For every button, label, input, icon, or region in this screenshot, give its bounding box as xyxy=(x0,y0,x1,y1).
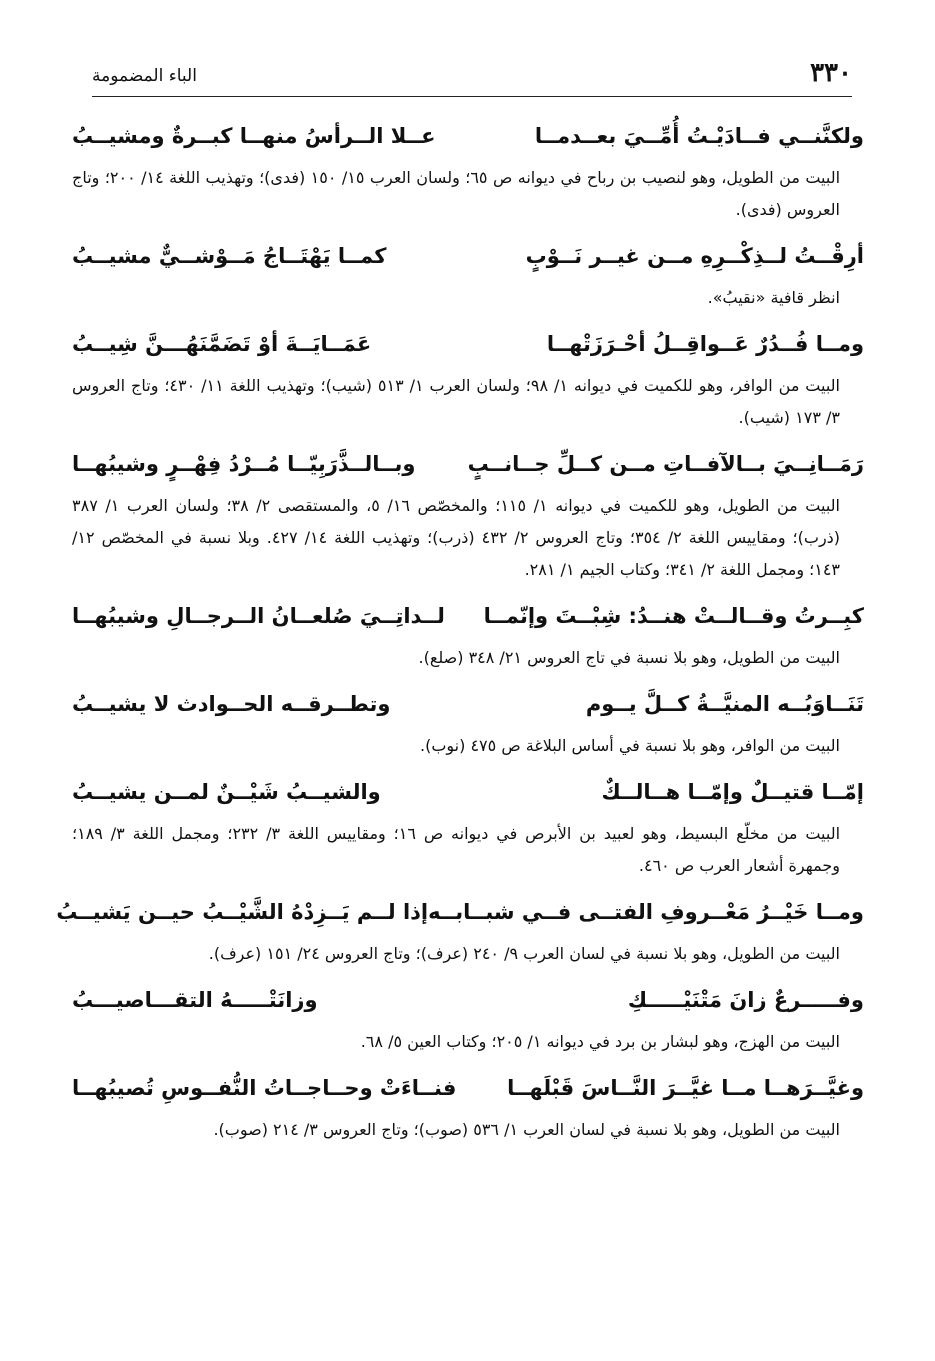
verse-first-hemistich: تَنَــاوَبُــه المنيَّــةُ كــلَّ يــوم xyxy=(585,692,864,716)
source-note: البيت من الهزج، وهو لبشار بن برد في ديوانه ١/ ٢٠٥؛ وكتاب العين ٥/ ٦٨. xyxy=(360,1032,840,1051)
verse-entry xyxy=(72,318,864,434)
verse-first-hemistich: أرِقْــتُ لــذِكْــرِهِ مــن غيــر نَــوْبٍ xyxy=(525,244,864,268)
verse-entry xyxy=(56,886,864,970)
verse-second-hemistich: عــلا الــرأسُ منهــا كبــرةٌ ومشيــبُ xyxy=(72,124,436,148)
verse-first-hemistich: وفـــــرعٌ زانَ مَتْنَيْـــــكِ xyxy=(627,988,864,1012)
source-note: انظر قافية «نقيبُ». xyxy=(707,288,840,307)
source-note: البيت من مخلّع البسيط، وهو لعبيد بن الأبرص في ديوانه ص ١٦؛ ومقاييس اللغة ٣/ ٢٣٢؛ ومجمل اللغة ٣/ ١٨٩؛ وجمهرة أشعار العرب ص ٤٦٠. xyxy=(72,824,841,875)
verse-line xyxy=(72,110,864,162)
verse-second-hemistich: لــداتِــيَ صُلعــانُ الــرجــالِ وشيبُهــا xyxy=(72,604,445,628)
verse-entry xyxy=(72,974,864,1058)
verse-line xyxy=(72,318,864,370)
verse-entry xyxy=(72,590,864,674)
source-note: البيت من الطويل، وهو بلا نسبة في لسان العرب ٩/ ٢٤٠ (عرف)؛ وتاج العروس ٢٤/ ١٥١ (عرف). xyxy=(208,944,840,963)
verse-line xyxy=(72,766,864,818)
page-content xyxy=(56,110,864,1150)
verse-first-hemistich: وغيَّــرَهــا مــا غيَّــرَ النَّــاسَ قَبْلَهــا xyxy=(507,1076,864,1100)
verse-second-hemistich: فنــاءَتْ وحــاجــاتُ النُّفــوسِ تُصيبُهــا xyxy=(72,1076,457,1100)
verse-line xyxy=(72,590,864,642)
source-note: البيت من الوافر، وهو للكميت في ديوانه ١/ ٩٨؛ ولسان العرب ١/ ٥١٣ (شيب)؛ وتهذيب اللغة ١١/ ٤٣٠؛ وتاج العروس ٣/ ١٧٣ (شيب). xyxy=(72,376,840,427)
verse-first-hemistich: ومــا خَيْــرُ مَعْــروفِ الفتــى فــي شبــابــه xyxy=(428,900,864,924)
source-note: البيت من الطويل، وهو بلا نسبة في لسان العرب ١/ ٥٣٦ (صوب)؛ وتاج العروس ٣/ ٢١٤ (صوب). xyxy=(213,1120,840,1139)
verse-entry xyxy=(72,1062,864,1146)
verse-first-hemistich: ومــا فُــدُرٌ عَــواقِــلُ أحْـرَزَتْهــا xyxy=(546,332,864,356)
running-title: الباء المضمومة xyxy=(92,66,197,86)
verse-line xyxy=(72,974,864,1026)
verse-second-hemistich: وزانَتْـــــهُ التقـــاصيـــبُ xyxy=(72,988,318,1012)
verse-line xyxy=(56,886,864,938)
source-note: البيت من الوافر، وهو بلا نسبة في أساس البلاغة ص ٤٧٥ (نوب). xyxy=(420,736,840,755)
page-header xyxy=(92,58,852,97)
verse-first-hemistich: كبِــرتُ وقــالــتْ هنــدُ: شِبْــتَ وإنّمــا xyxy=(483,604,864,628)
source-note: البيت من الطويل، وهو للكميت في ديوانه ١/ ١١٥؛ والمخصّص ١٦/ ٥، والمستقصى ٢/ ٣٨؛ ولسان العرب ١/ ٣٨٧ (ذرب)؛ ومقاييس اللغة ٢/ ٣٥٤؛ وتاج العروس ٢/ ٤٣٢ (ذرب)؛ وتهذيب اللغة ١٤/ ٤٢٧. وبلا نسبة في المخصّص ١٢/ ١٤٣؛ ومجمل اللغة ٢/ ٣٤١؛ وكتاب الجيم ١/ ٢٨١. xyxy=(72,496,841,579)
source-note: البيت من الطويل، وهو لنصيب بن رباح في ديوانه ص ٦٥؛ ولسان العرب ١٥/ ١٥٠ (فدى)؛ وتهذيب اللغة ١٤/ ٢٠٠؛ وتاج العروس (فدى). xyxy=(72,168,841,219)
verse-second-hemistich: والشيــبُ شَيْــنٌ لمــن يشيــبُ xyxy=(72,780,381,804)
verse-line xyxy=(72,1062,864,1114)
verse-second-hemistich: كمــا يَهْتَــاجُ مَــوْشــيٌّ مشيــبُ xyxy=(72,244,387,268)
verse-first-hemistich: رَمَــانِــيَ بــالآفــاتِ مــن كــلِّ جــانــبٍ xyxy=(467,452,864,476)
verse-entry xyxy=(72,678,864,762)
verse-line xyxy=(72,230,864,282)
verse-second-hemistich: عَمَــايَــةَ أوْ تَضَمَّنَهُـــنَّ شِيــبُ xyxy=(72,332,372,356)
verse-line xyxy=(72,438,864,490)
verse-entry xyxy=(72,230,864,314)
verse-entry xyxy=(72,110,864,226)
source-note: البيت من الطويل، وهو بلا نسبة في تاج العروس ٢١/ ٣٤٨ (صلع). xyxy=(418,648,840,667)
verse-first-hemistich: ولكنَّنــي فــادَيْـتُ أُمِّــيَ بعــدمــا xyxy=(534,124,864,148)
verse-second-hemistich: إذا لــم يَــزِدْهُ الشَّيْــبُ حيــن يَشيــبُ xyxy=(56,900,429,924)
verse-line xyxy=(72,678,864,730)
page-number: ٣٣٠ xyxy=(810,58,852,88)
verse-second-hemistich: وبــالــذَّرَبِيّــا مُــرْدُ فِهْــرٍ وشيبُهــا xyxy=(72,452,416,476)
verse-entry xyxy=(72,766,864,882)
verse-entry xyxy=(72,438,864,586)
verse-first-hemistich: إمّــا قتيــلٌ وإمّــا هــالــكٌ xyxy=(601,780,864,804)
verse-second-hemistich: وتطــرقــه الحــوادث لا يشيــبُ xyxy=(72,692,391,716)
